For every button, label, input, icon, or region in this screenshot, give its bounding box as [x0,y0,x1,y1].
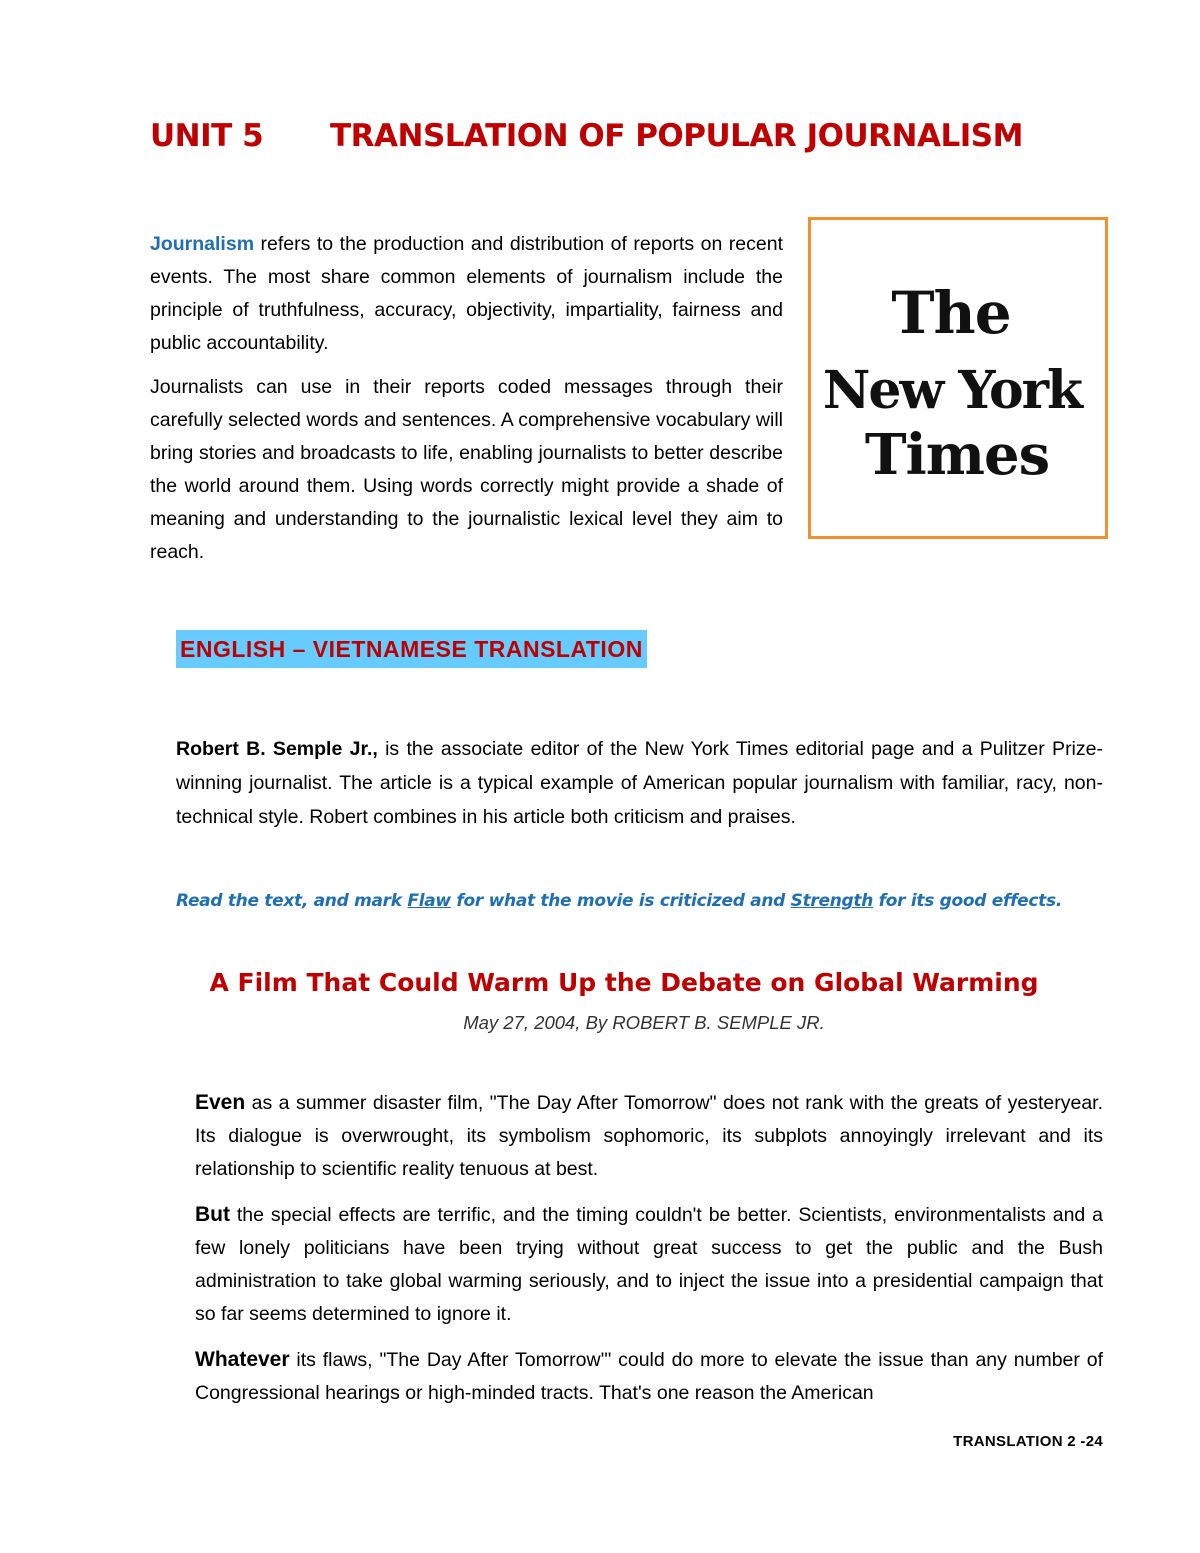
author-bio [176,732,1103,834]
article-title: A Film That Could Warm Up the Debate on Global Warming [209,968,1039,997]
reading-instruction [176,891,1103,911]
paragraph-text: as a summer disaster film, "The Day After Tomorrow" does not rank with the greats of yesteryear. Its dialogue is overwrought, its symbolism sophomoric, its subplots annoyingly irrelevant and its relationship to scientific reality tenuous at best. [195,1092,1103,1180]
unit-number: UNIT 5 [150,118,264,154]
logo-line-times: Times [864,422,1050,488]
instruction-text-2: for what the movie is criticized and [450,891,791,911]
nyt-logo-frame [808,217,1108,539]
bio-text: is the associate editor of the New York Times editorial page and a Pulitzer Prize-winning journalist. The article is a typical example of American popular journalism with familiar, racy, non-technical style. Robert combines in his article both criticism and praises. [176,738,1103,828]
strength-keyword: Strength [790,891,874,911]
article-byline: May 27, 2004, By ROBERT B. SEMPLE JR. [463,1012,825,1033]
nyt-logo [811,220,1105,536]
instruction-text-3: for its good effects. [873,891,1062,911]
unit-title: TRANSLATION OF POPULAR JOURNALISM [330,118,1023,154]
logo-line-new-york: New York [822,360,1082,421]
paragraph-lead-word: Whatever [195,1348,290,1371]
unit-heading [150,118,1050,154]
article-body [195,1086,1103,1422]
paragraph-lead-word: But [195,1203,230,1226]
intro-paragraph-1 [150,228,783,360]
logo-line-the: The [891,279,1011,347]
page-footer: TRANSLATION 2 -24 [953,1433,1103,1450]
intro-paragraph-2: Journalists can use in their reports coded messages through their carefully selected words and sentences. A comprehensive vocabulary will bring stories and broadcasts to life, enabling journalists to better describe the world around them. Using words correctly might provide a shade of meaning and understanding to the journalistic lexical level they aim to reach. [150,376,783,563]
intro-term: Journalism [150,233,255,255]
intro-definition: refers to the production and distribution of reports on recent events. The most share common elements of journalism include the principle of truthfulness, accuracy, objectivity, impartiality, fairness and public accountability. [150,233,783,354]
paragraph-lead-word: Even [195,1091,246,1114]
instruction-text-1: Read the text, and mark [176,891,408,911]
article-paragraph [195,1198,1103,1331]
flaw-keyword: Flaw [407,891,451,911]
bio-paragraph [176,732,1103,834]
intro-section [150,228,783,580]
paragraph-text: its flaws, "The Day After Tomorrow'" could do more to elevate the issue than any number of Congressional hearings or high-minded tracts. That's one reason the American [195,1349,1103,1404]
author-name: Robert B. Semple Jr., [176,738,378,760]
section-tag: ENGLISH – VIETNAMESE TRANSLATION [176,630,647,668]
article-paragraph [195,1086,1103,1186]
paragraph-text: the special effects are terrific, and the timing couldn't be better. Scientists, environmentalists and a few lonely politicians have been trying without great success to get the public and the Bush administration to take global warming seriously, and to inject the issue into a presidential campaign that so far seems determined to ignore it. [195,1204,1103,1325]
article-paragraph [195,1343,1103,1410]
